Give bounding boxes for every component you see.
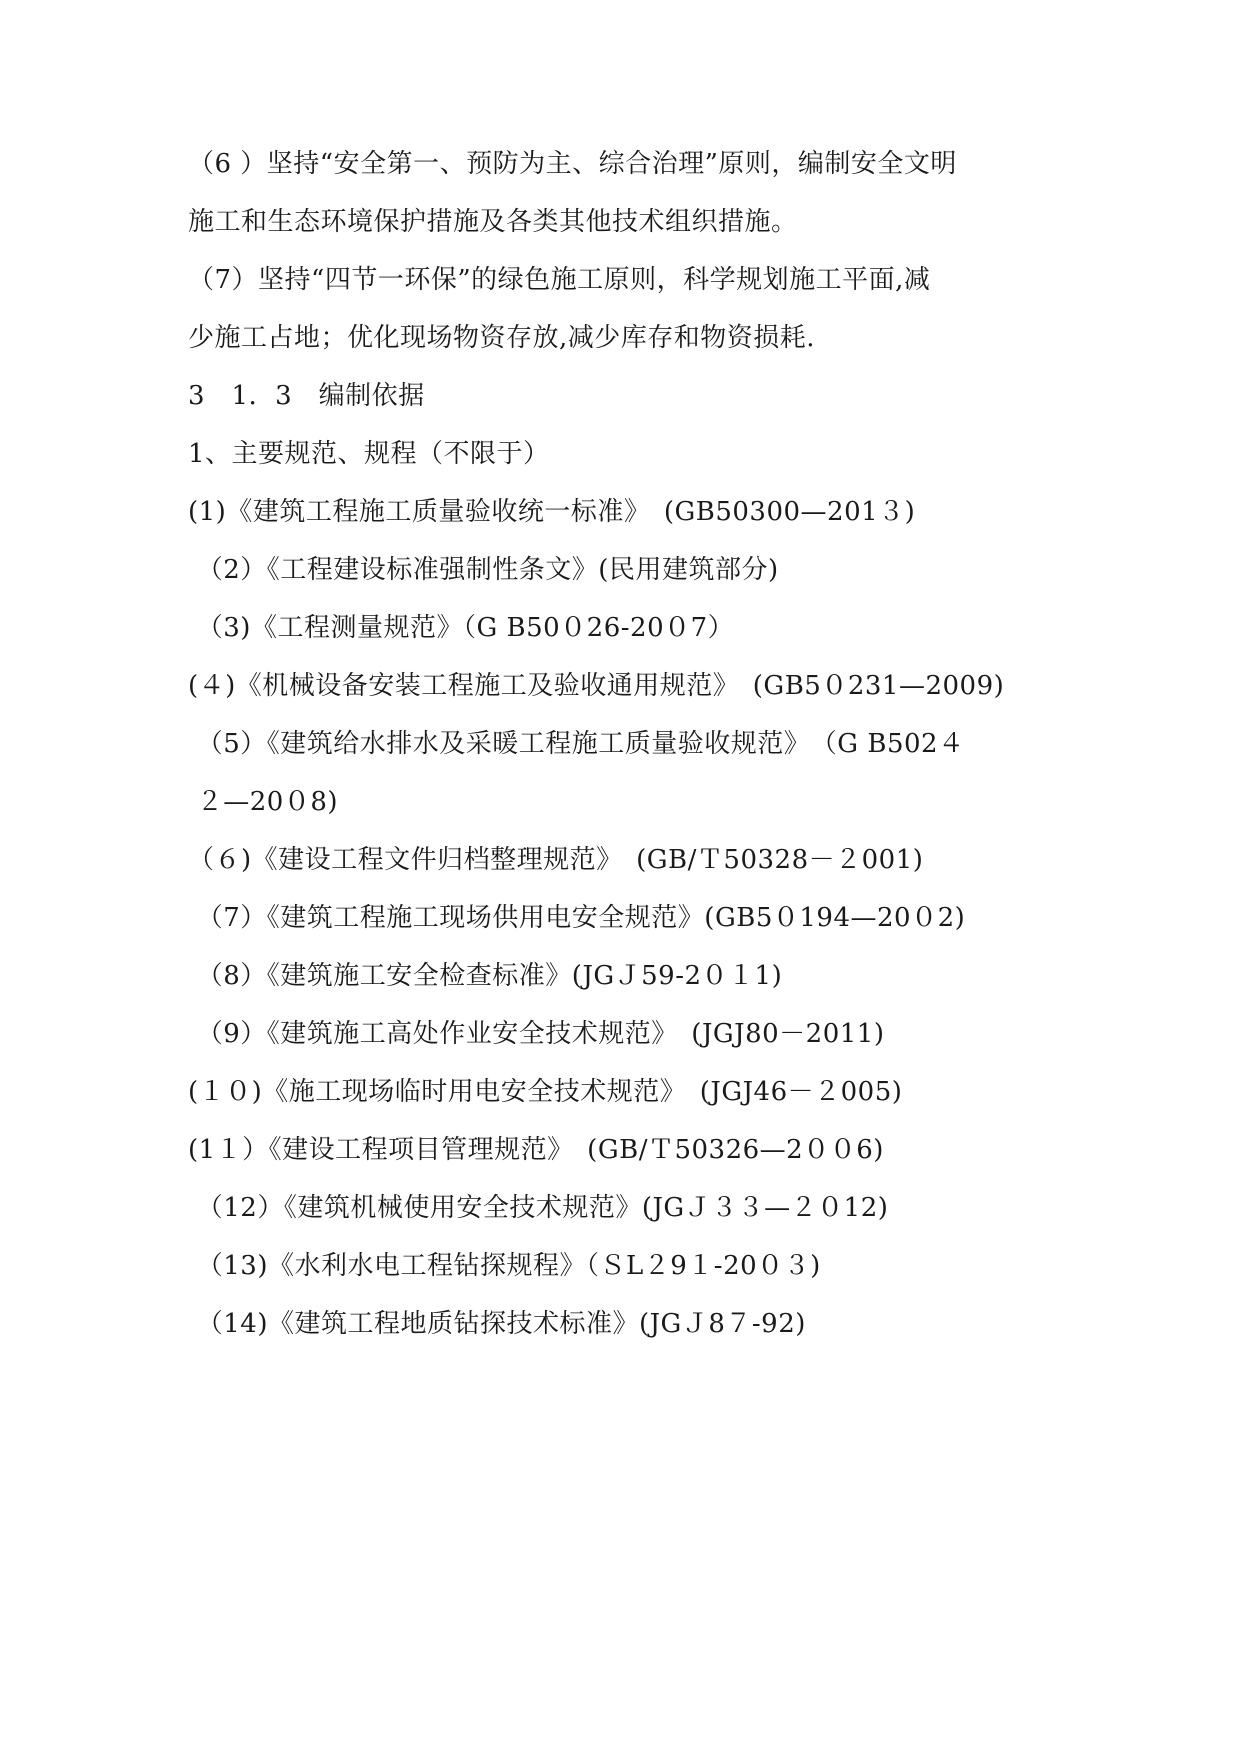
list-item: (１０)《施工现场临时用电安全技术规范》 (JGJ46－２005) [188, 1077, 903, 1107]
paragraph-principle-7-line-2: 少施工占地；优化现场物资存放,减少库存和物资损耗. [188, 323, 816, 353]
list-item: (1１）《建设工程项目管理规范》 (GB/Ｔ50326—2００6) [188, 1135, 884, 1165]
list-item: （2）《工程建设标准强制性条文》(民用建筑部分) [188, 555, 779, 585]
list-item: （7）《建筑工程施工现场供用电安全规范》(GB5０194—20０2) [188, 903, 966, 933]
list-item: (４)《机械设备安装工程施工及验收通用规范》 (GB5０231—2009) [188, 671, 1005, 701]
paragraph-principle-6-line-1: （6 ）坚持“安全第一、预防为主、综合治理”原则，编制安全文明 [188, 149, 957, 179]
list-item: (1)《建筑工程施工质量验收统一标准》 (GB50300—201３) [188, 497, 916, 527]
list-item: （６)《建设工程文件归档整理规范》 (GB/Ｔ50328－２001) [188, 845, 924, 875]
list-item: （13)《水利水电工程钻探规程》（ＳL２9１-20０３) [188, 1251, 821, 1281]
list-item: （3)《工程测量规范》（G B50０26-20０7） [188, 613, 735, 643]
paragraph-principle-7-line-1: （7）坚持“四节一环保”的绿色施工原则，科学规划施工平面,减 [188, 265, 931, 295]
subsection-heading: 1、主要规范、规程（不限于） [188, 439, 550, 469]
list-item: （8）《建筑施工安全检查标准》(JGＪ59-2０１1) [188, 961, 783, 991]
list-item: （9）《建筑施工高处作业安全技术规范》 (JGJ80－2011) [188, 1019, 885, 1049]
list-item: （12）《建筑机械使用安全技术规范》(JGＪ３３—２０12) [188, 1193, 889, 1223]
paragraph-principle-6-line-2: 施工和生态环境保护措施及各类其他技术组织措施。 [188, 207, 798, 237]
list-item: （5）《建筑给水排水及采暖工程施工质量验收规范》 （G B502４ [188, 729, 965, 759]
list-item-continuation: ２—20０8) [188, 787, 339, 817]
list-item: （14)《建筑工程地质钻探技术标准》(JGＪ8７-92) [188, 1309, 806, 1339]
section-heading: 3 1．3 编制依据 [188, 381, 425, 411]
